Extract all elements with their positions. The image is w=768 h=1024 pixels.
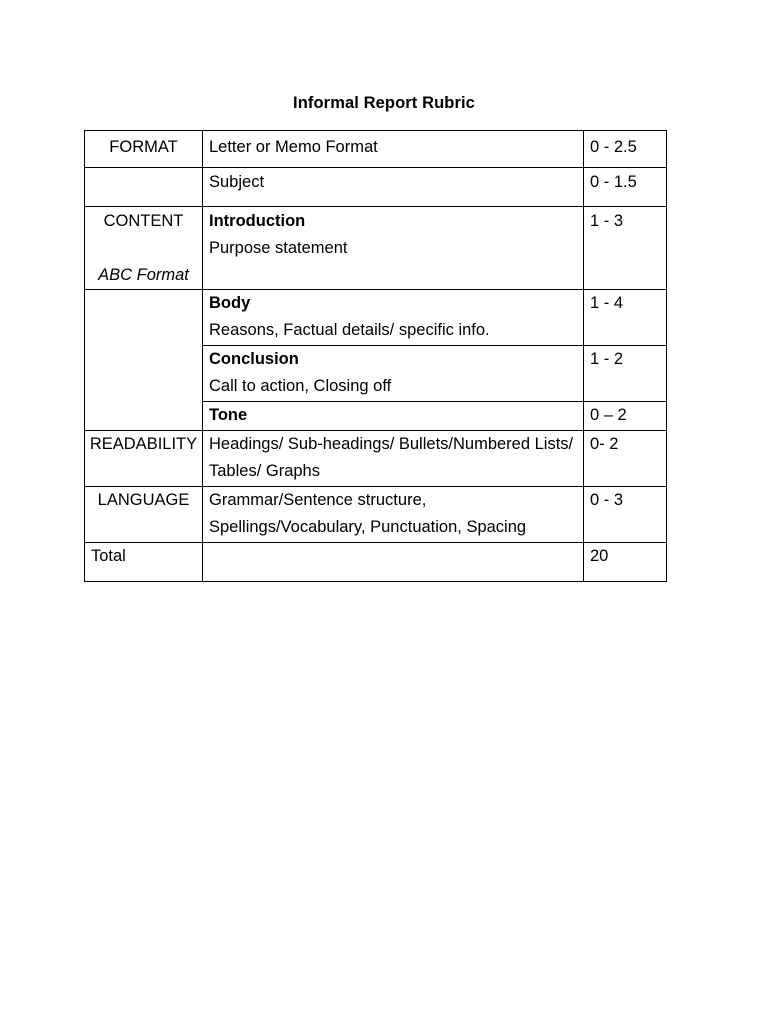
- criterion-readability: Headings/ Sub-headings/ Bullets/Numbered Lists/ Tables/ Graphs: [203, 431, 584, 487]
- criterion-introduction-detail: Purpose statement: [209, 239, 348, 257]
- criterion-body-heading: Body: [209, 294, 251, 312]
- category-content-label: CONTENT: [103, 212, 184, 230]
- criterion-conclusion-detail: Call to action, Closing off: [209, 377, 392, 395]
- criterion-tone: Tone: [203, 402, 584, 431]
- category-readability: READABILITY: [85, 431, 203, 487]
- score-conclusion: 1 - 2: [584, 346, 667, 402]
- table-row-language: [85, 487, 667, 543]
- score-body: 1 - 4: [584, 290, 667, 346]
- total-label: Total: [85, 543, 203, 582]
- criterion-body-detail: Reasons, Factual details/ specific info.: [209, 321, 490, 339]
- criterion-introduction: [203, 207, 584, 290]
- criterion-body: [203, 290, 584, 346]
- category-language: LANGUAGE: [85, 487, 203, 543]
- criterion-language: Grammar/Sentence structure, Spellings/Vocabulary, Punctuation, Spacing: [203, 487, 584, 543]
- rubric-table: [84, 130, 667, 582]
- score-introduction: 1 - 3: [584, 207, 667, 290]
- page-title: Informal Report Rubric: [293, 94, 475, 112]
- table-row-readability: [85, 431, 667, 487]
- total-score: 20: [584, 543, 667, 582]
- score-readability: 0- 2: [584, 431, 667, 487]
- table-row-content: [85, 207, 667, 290]
- score-format: 0 - 2.5: [584, 131, 667, 168]
- table-row-format: [85, 131, 667, 168]
- category-content-note: ABC Format: [98, 266, 189, 284]
- score-language: 0 - 3: [584, 487, 667, 543]
- category-empty-subject: [85, 168, 203, 207]
- score-subject: 0 - 1.5: [584, 168, 667, 207]
- criterion-format: Letter or Memo Format: [203, 131, 584, 168]
- category-content: [85, 207, 203, 290]
- total-criterion: [203, 543, 584, 582]
- criterion-subject: Subject: [203, 168, 584, 207]
- criterion-conclusion-heading: Conclusion: [209, 350, 299, 368]
- criterion-introduction-heading: Introduction: [209, 212, 306, 230]
- table-row-total: [85, 543, 667, 582]
- table-row-subject: [85, 168, 667, 207]
- category-format: FORMAT: [85, 131, 203, 168]
- criterion-conclusion: [203, 346, 584, 402]
- table-row-body: [85, 290, 667, 346]
- score-tone: 0 – 2: [584, 402, 667, 431]
- category-empty-body: [85, 290, 203, 431]
